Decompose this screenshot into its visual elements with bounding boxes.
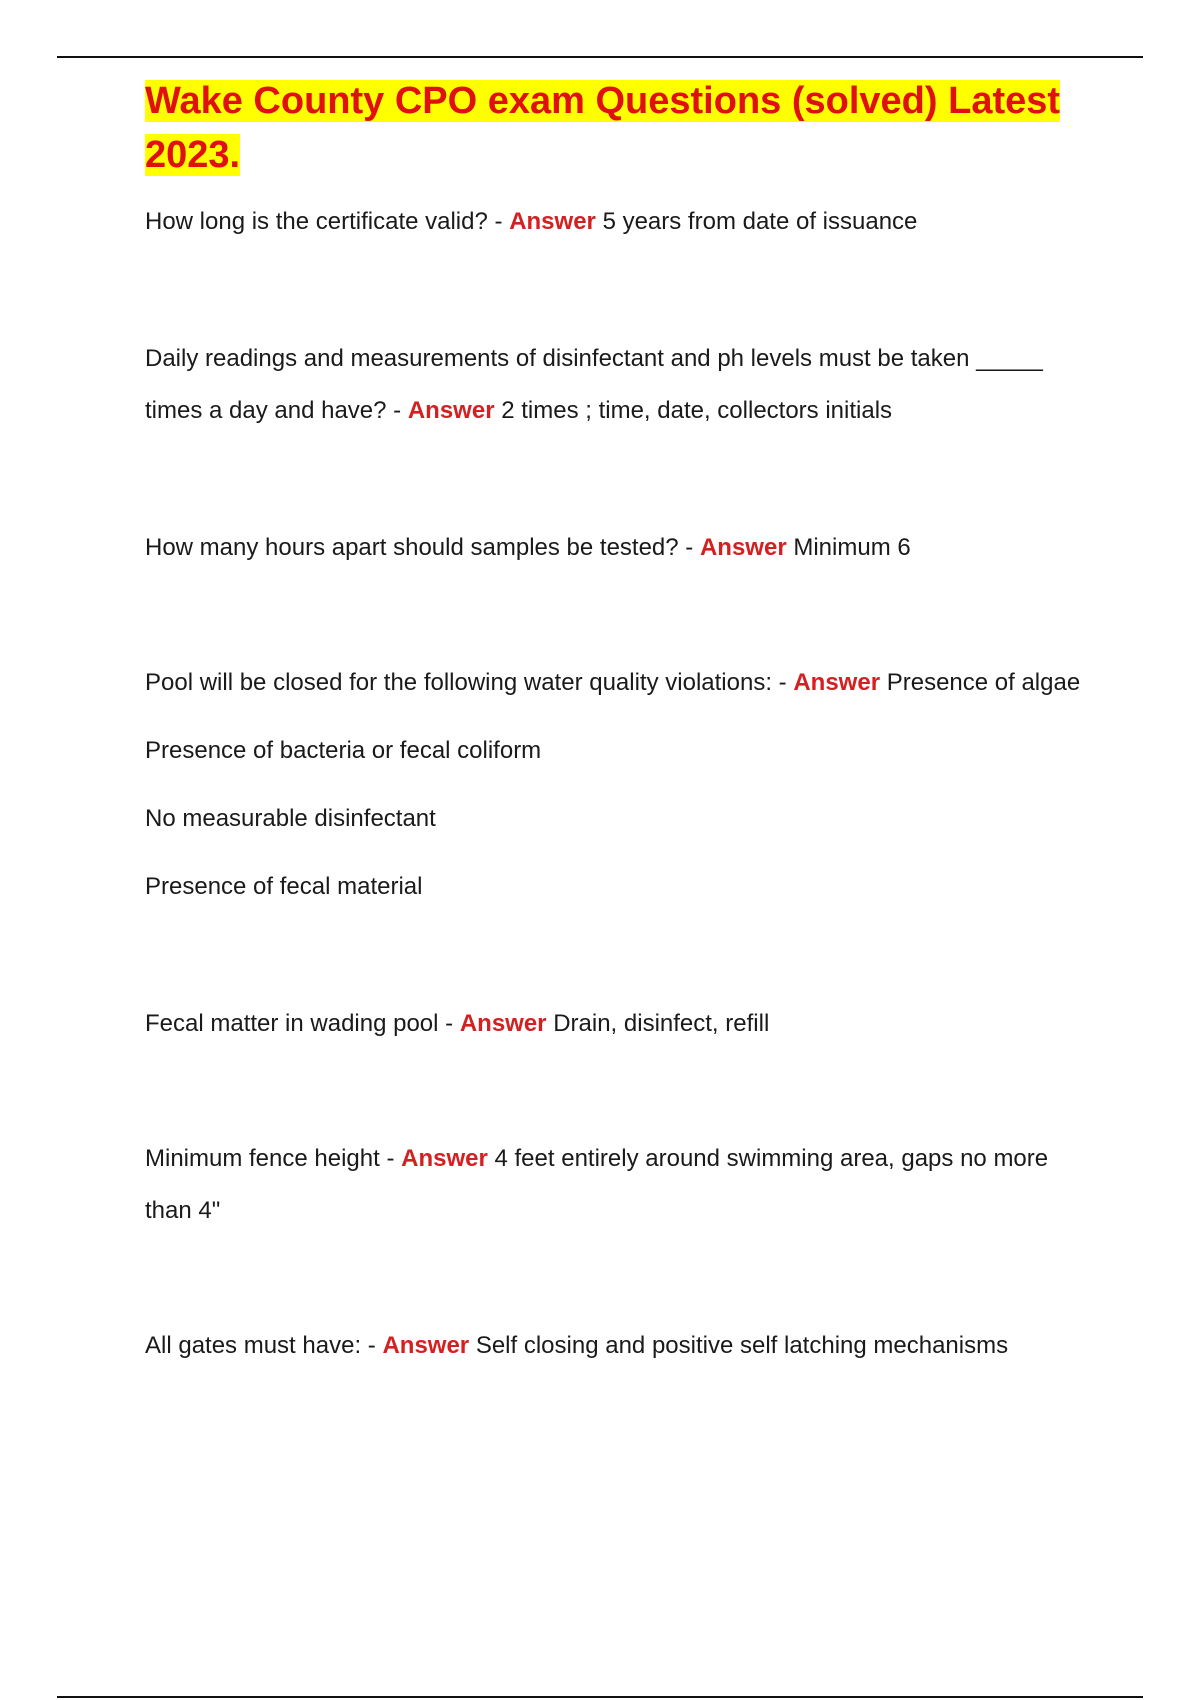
title-highlight: Wake County CPO exam Questions (solved) Latest 2023.	[145, 80, 1061, 176]
separator: -	[393, 397, 402, 424]
answer-text: Presence of algae	[886, 669, 1081, 696]
answer-label: Answer	[509, 208, 596, 235]
answer-text: 2 times ; time, date, collectors initials	[501, 397, 893, 424]
question-text: All gates must have:	[145, 1332, 362, 1359]
question-text: Pool will be closed for the following water quality violations:	[145, 669, 772, 696]
question-text: How many hours apart should samples be tested?	[145, 534, 679, 561]
answer-text: 4 feet entirely around swimming area, gaps no more than 4"	[145, 1145, 1049, 1224]
answer-label: Answer	[699, 534, 787, 561]
separator: -	[386, 1145, 395, 1172]
question-text: Fecal matter in wading pool	[145, 1010, 439, 1037]
answer-label: Answer	[793, 669, 881, 696]
qa-item-6	[145, 1133, 1095, 1237]
qa-item-2	[145, 333, 1095, 437]
answer-text: Drain, disinfect, refill	[553, 1010, 770, 1037]
document-title	[145, 74, 1095, 182]
separator: -	[445, 1010, 454, 1037]
document-body	[145, 74, 1095, 1372]
answer-label: Answer	[407, 397, 495, 424]
qa-item-1	[145, 196, 1095, 248]
separator: -	[367, 1332, 376, 1359]
answer-text: 5 years from date of issuance	[602, 208, 918, 235]
answer-label: Answer	[401, 1145, 488, 1172]
separator: -	[685, 534, 694, 561]
answer-extra-line: Presence of bacteria or fecal coliform	[145, 737, 542, 764]
answer-text: Self closing and positive self latching mechanisms	[475, 1332, 1009, 1359]
bottom-rule	[57, 1696, 1143, 1698]
answer-extra-line: No measurable disinfectant	[145, 805, 436, 832]
answer-extra-line: Presence of fecal material	[145, 873, 423, 900]
qa-item-5	[145, 998, 1095, 1050]
question-text: Daily readings and measurements of disinfectant and ph levels must be taken _____ times a day and have?	[145, 345, 1043, 424]
separator: -	[494, 208, 503, 235]
answer-text: Minimum 6	[793, 534, 911, 561]
qa-item-3	[145, 522, 1095, 574]
qa-item-4	[145, 657, 1095, 709]
answer-label: Answer	[382, 1332, 470, 1359]
top-rule	[57, 56, 1143, 58]
question-text: How long is the certificate valid?	[145, 208, 488, 235]
question-text: Minimum fence height	[145, 1145, 380, 1172]
answer-label: Answer	[459, 1010, 547, 1037]
qa-item-7	[145, 1320, 1095, 1372]
separator: -	[778, 669, 787, 696]
